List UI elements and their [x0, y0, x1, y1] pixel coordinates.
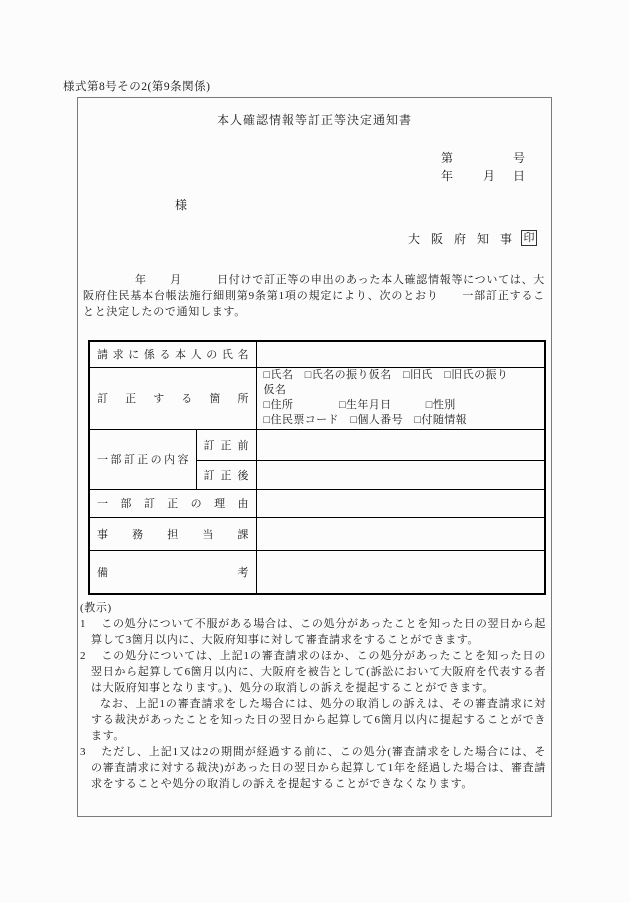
document-title: 本人確認情報等訂正等決定通知書 — [216, 113, 412, 127]
notification-paragraph: 年 月 日付けで訂正等の申出のあった本人確認情報等については、大阪府住民基本台帳法施行細則第9条第1項の規定により、次のとおり 一部訂正することと決定したので通知します。 — [83, 274, 545, 318]
notice-item-1-number: 1 — [80, 618, 87, 630]
name-label: 請求に係る本人の氏名 — [89, 341, 256, 367]
notice-heading: (教示) — [80, 602, 112, 614]
notice-item-1-text: この処分について不服がある場合は、この処分があったことを知った日の翌日から起算して3箇月以内に、大阪府知事に対して審査請求をすることができます。 — [91, 618, 546, 646]
after-label: 訂正後 — [196, 460, 256, 489]
remarks-label: 備考 — [89, 550, 256, 594]
department-value-cell — [256, 517, 545, 550]
doc-number-prefix: 第 — [441, 151, 454, 165]
date-year-label: 年 — [441, 169, 454, 183]
department-label: 事務担当課 — [89, 517, 256, 550]
form-border-box — [77, 97, 552, 817]
table-row-before — [89, 429, 545, 460]
before-label: 訂正前 — [196, 429, 256, 460]
table-row-name — [89, 341, 545, 367]
addressee-honorific: 様 — [175, 198, 188, 212]
reason-label: 一部訂正の理由 — [89, 489, 256, 517]
table-row-reason — [89, 489, 545, 517]
table-row-department — [89, 517, 545, 550]
appeal-notice-section — [80, 600, 546, 792]
after-value-cell — [256, 460, 545, 489]
notice-item-2 — [80, 648, 546, 696]
reason-value-cell — [256, 489, 545, 517]
issuer-name: 大阪府知事 — [408, 231, 524, 246]
notice-item-2-text: この処分については、上記1の審査請求のほか、この処分があったことを知った日の翌日から起算して6箇月以内に、大阪府を被告として(訴訟において大阪府を代表する者は大阪府知事となります。)、処分の取消しの訴えを提起することができます。 — [91, 650, 546, 694]
seal-placeholder: 印 — [521, 230, 537, 246]
date-day-label: 日 — [513, 169, 526, 183]
issuer-line — [408, 229, 537, 247]
correction-place-label: 訂正する箇所 — [89, 367, 256, 429]
notice-item-1 — [80, 616, 546, 648]
notice-item-3-text: ただし、上記1又は2の期間が経過する前に、この処分(審査請求をした場合には、その審査請求に対する裁決)があった日の翌日から起算して1年を経過した場合は、審査請求をすることや処分の取消しの訴えを提起することができなくなります。 — [91, 746, 546, 790]
date-month-label: 月 — [483, 169, 496, 183]
table-row-correction-place — [89, 367, 545, 429]
correction-form-table — [88, 340, 546, 595]
correction-content-label: 一部訂正の内容 — [89, 429, 196, 489]
checkbox-line-1: □氏名 □氏名の振り仮名 □旧氏 □旧氏の振り — [263, 369, 509, 382]
remarks-value-cell — [256, 550, 545, 594]
notice-item-2-supplement: なお、上記1の審査請求をした場合には、処分の取消しの訴えは、その審査請求に対する裁決があったことを知った日の翌日から起算して6箇月以内に提起することができます。 — [91, 698, 546, 742]
correction-place-options — [256, 367, 545, 429]
notice-item-3 — [80, 744, 546, 792]
doc-number-suffix: 号 — [513, 151, 526, 165]
form-code-label: 様式第8号その2(第9条関係) — [63, 81, 211, 93]
checkbox-line-3: □住所 □生年月日 □性別 — [263, 399, 456, 411]
checkbox-line-2: 仮名 — [263, 384, 287, 397]
notice-item-2-number: 2 — [80, 650, 87, 662]
name-value-cell — [256, 341, 545, 367]
checkbox-line-4: □住民票コード □個人番号 □付随情報 — [263, 413, 468, 426]
table-row-remarks — [89, 550, 545, 594]
notice-item-3-number: 3 — [80, 746, 87, 758]
before-value-cell — [256, 429, 545, 460]
